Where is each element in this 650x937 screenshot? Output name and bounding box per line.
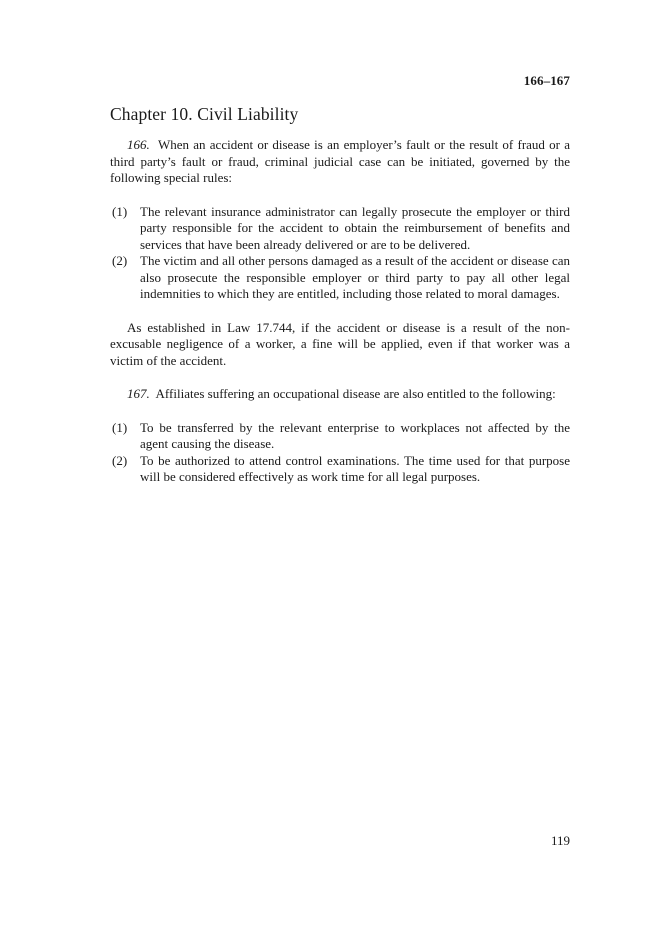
chapter-title: Chapter 10. Civil Liability [110, 104, 299, 124]
list-item-text: To be transferred by the relevant enterprise to workplaces not affected by the agent causing the disease. [140, 419, 570, 451]
page-number: 119 [550, 833, 570, 848]
section-167-intro [110, 386, 570, 403]
section-intro-text: When an accident or disease is an employer’s fault or the result of fraud or a third party’s fault or fraud, criminal judicial case can be initiated, governed by the following special rules: [110, 137, 570, 185]
section-166-intro [110, 137, 570, 187]
list-item-text: The victim and all other persons damaged as a result of the accident or disease can also prosecute the responsible employer or third party to pay all other legal indemnities to which they are entitled, including those related to moral damages. [140, 253, 570, 301]
list-item-text: To be authorized to attend control examinations. The time used for that purpose will be considered effectively as work time for all legal purposes. [140, 452, 570, 484]
section-166 [110, 137, 570, 369]
section-166-list [110, 204, 570, 303]
list-item-number: (2) [112, 253, 128, 268]
list-item [110, 204, 570, 254]
body-text [110, 137, 570, 486]
list-item [110, 453, 570, 486]
document-page [110, 0, 570, 937]
list-item [110, 420, 570, 453]
list-item-number: (2) [112, 452, 128, 468]
list-item-text: The relevant insurance administrator can legally prosecute the employer or third party responsible for the accident to obtain the reimbursement of benefits and services that have been already delivered or are to be delivered. [140, 203, 570, 252]
section-number: 167. [127, 386, 150, 401]
section-number: 166. [127, 137, 150, 152]
running-head: 166–167 [523, 73, 570, 88]
list-item [110, 253, 570, 303]
section-167-list [110, 420, 570, 486]
list-item-number: (1) [112, 203, 128, 219]
section-intro-text: Affiliates suffering an occupational disease are also entitled to the following: [155, 386, 556, 401]
section-166-closing: As established in Law 17.744, if the accident or disease is a result of the non-excusable negligence of a worker, a fine will be applied, even if that worker was a victim of the accident. [110, 319, 570, 368]
section-167 [110, 386, 570, 486]
list-item-number: (1) [112, 419, 128, 435]
